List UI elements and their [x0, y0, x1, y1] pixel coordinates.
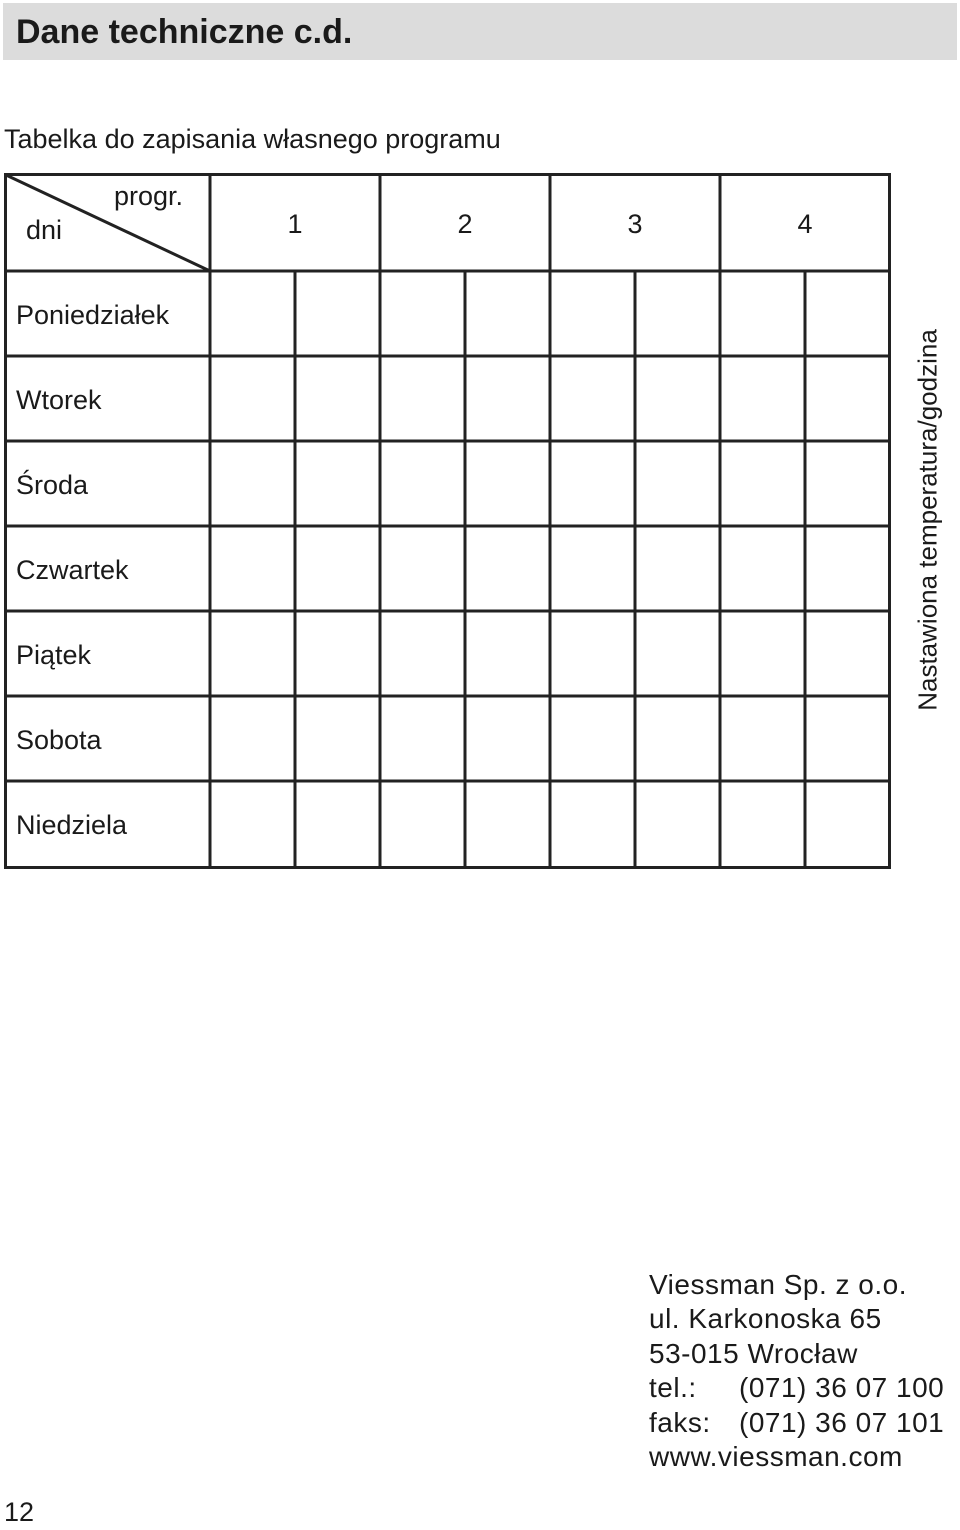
row-label-saturday: Sobota	[16, 725, 102, 755]
fax-line	[649, 1406, 944, 1440]
row-label-monday: Poniedziałek	[16, 300, 170, 330]
table-caption: Tabelka do zapisania własnego programu	[4, 124, 501, 154]
corner-label-program: progr.	[114, 181, 184, 211]
phone-line	[649, 1371, 944, 1405]
program-table	[4, 173, 891, 869]
company-address	[649, 1268, 944, 1474]
row-label-sunday: Niedziela	[16, 810, 128, 840]
page-title: Dane techniczne c.d.	[16, 13, 353, 51]
phone-value: (071) 36 07 100	[739, 1372, 945, 1404]
row-label-tuesday: Wtorek	[16, 385, 102, 415]
column-header-4: 4	[797, 209, 813, 239]
fax-value: (071) 36 07 101	[739, 1406, 945, 1438]
row-label-thursday: Czwartek	[16, 555, 129, 585]
header-bar	[3, 3, 957, 60]
column-header-3: 3	[627, 209, 643, 239]
column-header-1: 1	[287, 209, 303, 239]
side-label: Nastawiona temperatura/godzina	[912, 329, 943, 711]
page-number: 12	[4, 1497, 35, 1527]
website-link[interactable]: www.viessman.com	[649, 1441, 903, 1473]
city-address: 53-015 Wrocław	[649, 1337, 858, 1369]
fax-label: faks:	[649, 1406, 711, 1438]
table-grid-lines	[4, 173, 891, 869]
street-address: ul. Karkonoska 65	[649, 1303, 882, 1335]
company-name: Viessman Sp. z o.o.	[649, 1269, 907, 1300]
column-header-2: 2	[457, 209, 473, 239]
phone-label: tel.:	[649, 1372, 697, 1404]
corner-label-days: dni	[26, 215, 63, 245]
row-label-friday: Piątek	[16, 640, 92, 670]
row-label-wednesday: Środa	[16, 470, 89, 500]
